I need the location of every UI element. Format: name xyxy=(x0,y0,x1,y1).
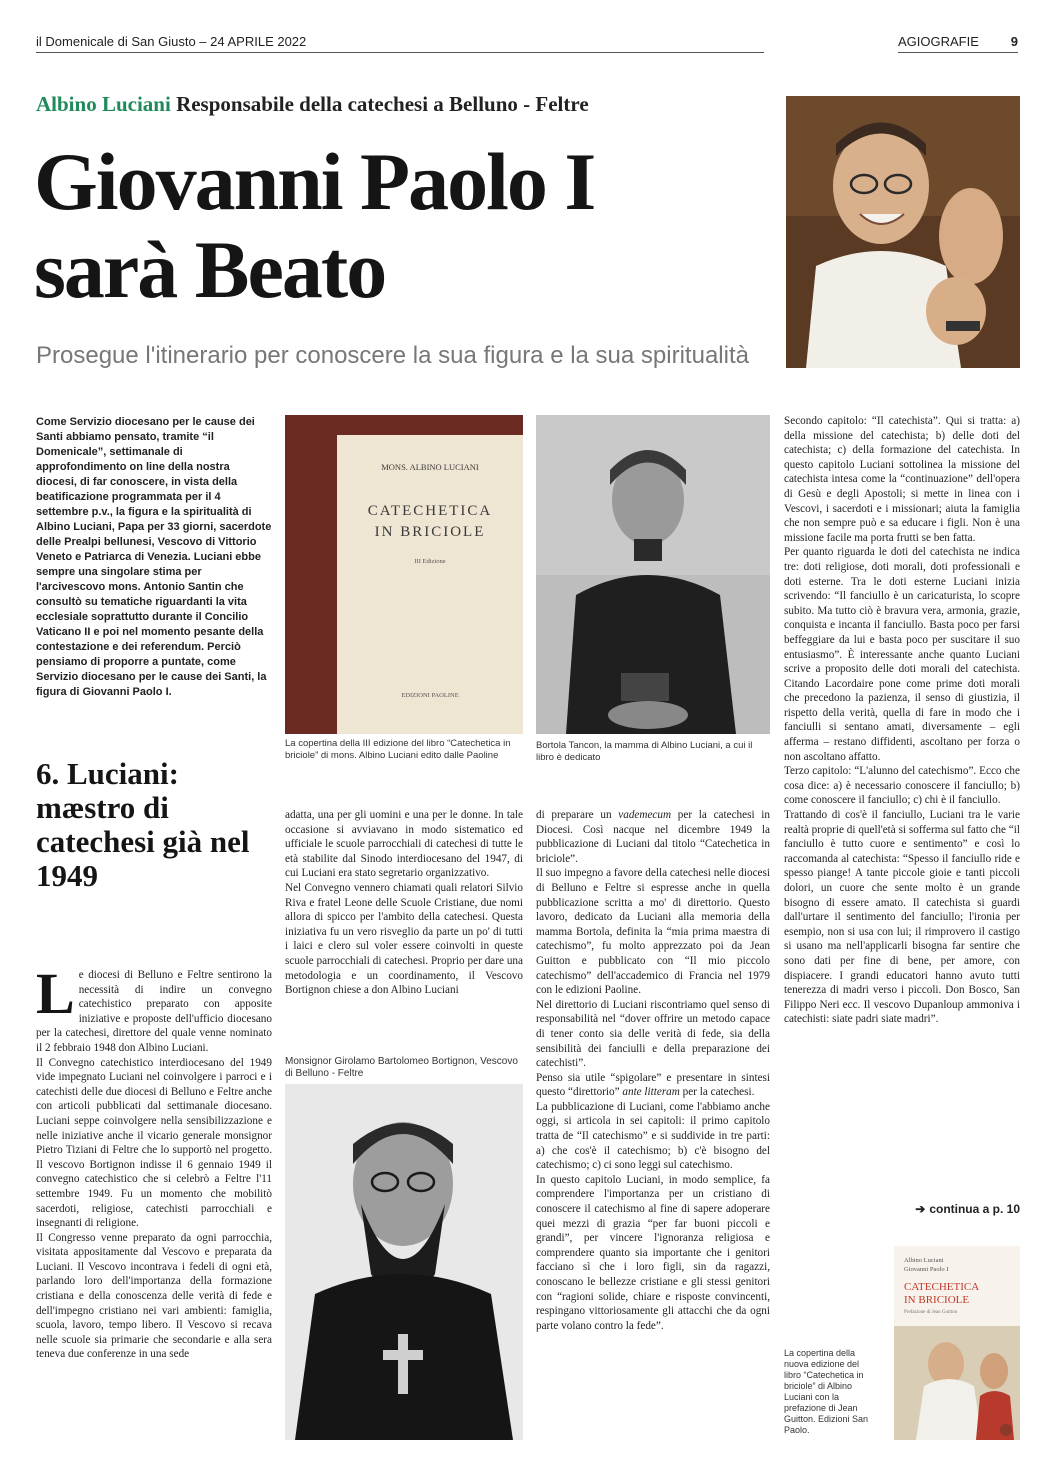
book-cover-author: MONS. ALBINO LUCIANI xyxy=(381,462,479,472)
book-cover-title-2: IN BRICIOLE xyxy=(374,524,486,540)
header-rule-left xyxy=(36,52,764,53)
headline-line-2: sarà Beato xyxy=(34,224,386,315)
body-paragraph: Il Congresso venne preparato da ogni parrocchia, visitata appositamente dal Vescovo e preparata da Luciani. Il Vescovo incontrava i fedeli di ogni età, parlando loro dell'importanza della formazione cristiana e della conoscenza delle verità di fede e dell'impegno cristiano nei vari ambienti: famiglia, scuola, lavoro, tempo libero. Il Vescovo si recava nelle scuole sia primarie che secondarie e alla sera teneva due conferenze in una sede xyxy=(36,1231,272,1361)
body-paragraph: Trattando di cos'è il fanciullo, Luciani tra le varie realtà proprie di quell'età si sofferma sul fatto che “il fanciullo è tutto cuore e sentimento” e così lo raccomanda al catechista: “Spesso il fanciullo ride e spesso piange! A tante piccole gioie e tanti piccoli dolori, un cuore che sente molto è un grande bisogno di essere amato. Il catechista si guardi dall'urtare il sentimento del fanciullo; l'ironia per esempio, non si usa con lui; il rimprovero il castigo si usano ma nell'applicarli bisogna far sentire che sono dati per fine di bene, per amore, con dispiacere. I grandi educatori hanno avuto tutti tenerezza di madri verso i piccoli. Don Bosco, San Filippo Neri ecc. Il vescovo Dupanloup ammoniva i catechisti: siate padri siate madri”. xyxy=(784,809,1020,1026)
new-book-author-2: Giovanni Paolo I xyxy=(904,1266,949,1273)
kicker-text: Responsabile della catechesi a Belluno - Feltre xyxy=(176,92,589,116)
bishop-photo xyxy=(285,1084,523,1440)
new-book-caption: La copertina della nuova edizione del libro “Catechetica in briciole” di Albino Luciani con la prefazione di Jean Guitton. Edizioni San Paolo. xyxy=(784,1348,869,1435)
body-paragraph: Terzo capitolo: “L'alunno del catechismo”. Ecco che cosa dice: a) è necessario conoscere il fanciullo; b) come conoscere il fanciullo; c) chi è il fanciullo. xyxy=(784,765,1020,807)
article-kicker xyxy=(36,92,589,117)
body-paragraph: Per quanto riguarda le doti del catechista ne indica tre: doti religiose, doti morali, doti professionali e doti esterne. Tra le doti esterne Luciani inizia scrivendo: “Il fanciullo è un caricaturista, lo scopre subito. Ma tutto ciò è bravura vera, armonia, grazie, conquista e incanta il fanciullo. Basta poco per farsi beffeggiare da lui e basta poco per suscitare il suo entusiasmo”. È interessante anche quanto Luciani scrive a proposito delle doti morali del catechista. Citando Lacordaire pone come prime doti morali che precedono la pazienza, il senso di giustizia, il rispetto della verità, quella di fare in modo che i fanciulli si sentano amati, diversamente – egli afferma – restano diffidenti, ascoltano per forza o non ascoltano affatto. xyxy=(784,546,1020,763)
dropcap: L xyxy=(36,961,75,1026)
book-cover-photo xyxy=(285,415,523,734)
book-cover-title-1: CATECHETICA xyxy=(367,503,493,519)
continua-link[interactable]: ➔ continua a p. 10 xyxy=(915,1202,1020,1216)
article-intro: Come Servizio diocesano per le cause dei Santi abbiamo pensato, tramite “il Domenicale”, settimanale di approfondimento on line della nostra diocesi, di far conoscere, in vista della beatificazione programmata per il 4 settembre p.v., la figura e la spiritualità di Albino Luciani, Papa per 33 giorni, sacerdote delle Prealpi bellunesi, Vescovo di Vittorio Veneto e Patriarca di Venezia. Luciani ebbe sempre una singolare stima per l'arcivescovo mons. Antonio Santin che consultò su tematiche riguardanti la vita ecclesiale soprattutto durante il Concilio Vaticano II e poi nel momento pesante della contestazione e dei referendum. Perciò pensiamo di proporre a puntate, come Servizio diocesano per le cause dei Santi, la figura di Giovanni Paolo I. xyxy=(36,416,272,698)
arrow-right-icon: ➔ xyxy=(915,1202,926,1216)
body-paragraph: Il suo impegno a favore della catechesi nelle diocesi di Belluno e Feltre si espresse anche in quella pubblicazione scritta a mo' di direttorio. Questo lavoro, dedicato da Luciani alla memoria della mamma Bortola, definita la “mia prima maestra di catechismo”, fu molto apprezzato poi da Jean Guitton e pubblicato con “Il mio piccolo catechismo” dell'accademico di Francia nel 1979 con le edizioni Paoline. xyxy=(536,867,770,997)
running-header-left: il Domenicale di San Giusto – 24 APRILE 2022 xyxy=(36,34,307,49)
kicker-name: Albino Luciani xyxy=(36,92,171,116)
body-paragraph: Le diocesi di Belluno e Feltre sentirono la necessità di indire un convegno catechistico preparato con apposite iniziative e proposte dell'ufficio diocesano per la catechesi, direttore del quale venne nominato il 2 febbraio 1948 don Albino Luciani. xyxy=(36,961,272,1054)
new-book-title-1: CATECHETICA xyxy=(904,1281,980,1293)
mother-caption: Bortola Tancon, la mamma di Albino Luciani, a cui il libro è dedicato xyxy=(536,740,753,763)
body-column-2 xyxy=(285,808,523,998)
bishop-caption: Monsignor Girolamo Bartolomeo Bortignon, Vescovo di Belluno - Feltre xyxy=(285,1056,518,1079)
headline-line-1: Giovanni Paolo I xyxy=(34,136,595,227)
body-column-4 xyxy=(784,414,1020,1027)
body-column-3 xyxy=(536,808,770,1333)
body-paragraph: di preparare un vademecum per la catechesi in Diocesi. Così nacque nel dicembre 1949 la pubblicazione di Luciani dal titolo “Catechetica in briciole”. xyxy=(536,809,770,865)
body-paragraph: In questo capitolo Luciani, in modo semplice, fa comprendere l'importanza per un cristiano di conoscere il catechismo al fine di sapere adoperare quei mezzi di grazia “per far buoni piccoli e grandi”, per vincere l'ignoranza religiosa e comprendere quanto sia importante che i genitori facciano sì che i loro figli, sin da ragazzi, conoscano le bellezze cristiane e gli stessi genitori con “ragioni solide, chiare e risposte convincenti, respingano vittoriosamente gli attacchi che da ogni parte volano contro la fede”. xyxy=(536,1173,770,1332)
body-paragraph: La pubblicazione di Luciani, come l'abbiamo anche oggi, si articola in sei capitoli: il primo capitolo tratta de “Il catechismo” e si suddivide in tre parti: a) che cos'è il catechismo; b) c'è bisogno del catechismo; c) ci sono leggi sul catechismo. xyxy=(536,1100,770,1172)
section-title: 6. Luciani: mæstro di catechesi già nel 1949 xyxy=(36,756,250,893)
book-cover-edition: III Edizione xyxy=(414,558,446,565)
article-subtitle: Prosegue l'itinerario per conoscere la sua figura e la sua spiritualità xyxy=(36,342,749,369)
header-rule-right xyxy=(898,52,1018,53)
pope-portrait-photo xyxy=(786,96,1020,368)
running-header-right xyxy=(898,34,1018,49)
body-column-1 xyxy=(36,961,272,1362)
page-number: 9 xyxy=(1010,34,1018,49)
new-book-cover-photo xyxy=(894,1246,1020,1440)
body-paragraph: Penso sia utile “spigolare” e presentare in sintesi questo “direttorio” ante litteram per la catechesi. xyxy=(536,1071,770,1099)
new-book-subtitle: Prefazione di Jean Guitton xyxy=(904,1310,958,1315)
body-paragraph: Nel Convegno vennero chiamati quali relatori Silvio Riva e fratel Leone delle Scuole Cristiane, due nomi allora di spicco per l'ambito della catechesi. Questa iniziativa fu un vero risveglio da parte un po' di tutti i laici e clero sul voler essere coinvolti in queste scuole parrocchiali di catechesi. Proprio per dare una metodologia e un coordinamento, il Vescovo Bortignon chiese a don Albino Luciani xyxy=(285,881,523,997)
mother-photo xyxy=(536,415,770,734)
body-paragraph: Il Convegno catechistico interdiocesano del 1949 vide impegnato Luciani nel coinvolgere i parroci e i catechisti delle due diocesi di Belluno e Feltre anche con articoli pubblicati dal settimanale diocesano. Luciani seppe coinvolgere nella sensibilizzazione e nelle iniziative anche il vicario generale monsignor Pietro Tiziani di Feltre che lo supportò nel progetto. Il vescovo Bortignon indisse il 6 gennaio 1949 il convegno catechistico che si celebrò a Feltre l'11 settembre 1949. Fu un momento che mobilitò sacerdoti, religiose, catechisti parrocchiali e insegnanti di religione. xyxy=(36,1056,272,1230)
article-headline xyxy=(34,138,774,314)
new-book-title-2: IN BRICIOLE xyxy=(904,1294,970,1306)
book-cover-publisher: EDIZIONI PAOLINE xyxy=(401,692,459,699)
body-paragraph: adatta, una per gli uomini e una per le donne. In tale occasione si avviavano in modo sistematico ed ufficiale le scuole parrocchiali di catechesi di tutte le età stabilite dal Sinodo interdiocesano del 1947, di cui Luciani era stato segretario organizzativo. xyxy=(285,809,523,880)
body-paragraph: Secondo capitolo: “Il catechista”. Qui si tratta: a) della missione del catechista; b) delle doti del catechista; c) della formazione del catechista. In questo capitolo Luciani sottolinea la missione del catechista intesa come la “continuazione” dell'opera di Gesù e degli Apostoli; si mette in linea con i Vescovi, i sacerdoti e i missionari; aiuta la famiglia che non sempre può e sa educare i figli. Non è una missione facile ma porta frutti se ben fatta. xyxy=(784,415,1020,544)
body-paragraph: Nel direttorio di Luciani riscontriamo quel senso di responsabilità nel “dover offrire un metodo capace di tener conto sia delle verità di fede, sia della sensibilità dei fanciulli e della preparazione dei catechisti”. xyxy=(536,998,770,1070)
section-label: AGIOGRAFIE xyxy=(898,34,979,49)
book-cover-caption: La copertina della III edizione del libro “Catechetica in briciole” di mons. Albino Luciani edito dalle Paoline xyxy=(285,738,511,761)
new-book-author-1: Albino Luciani xyxy=(904,1257,944,1264)
